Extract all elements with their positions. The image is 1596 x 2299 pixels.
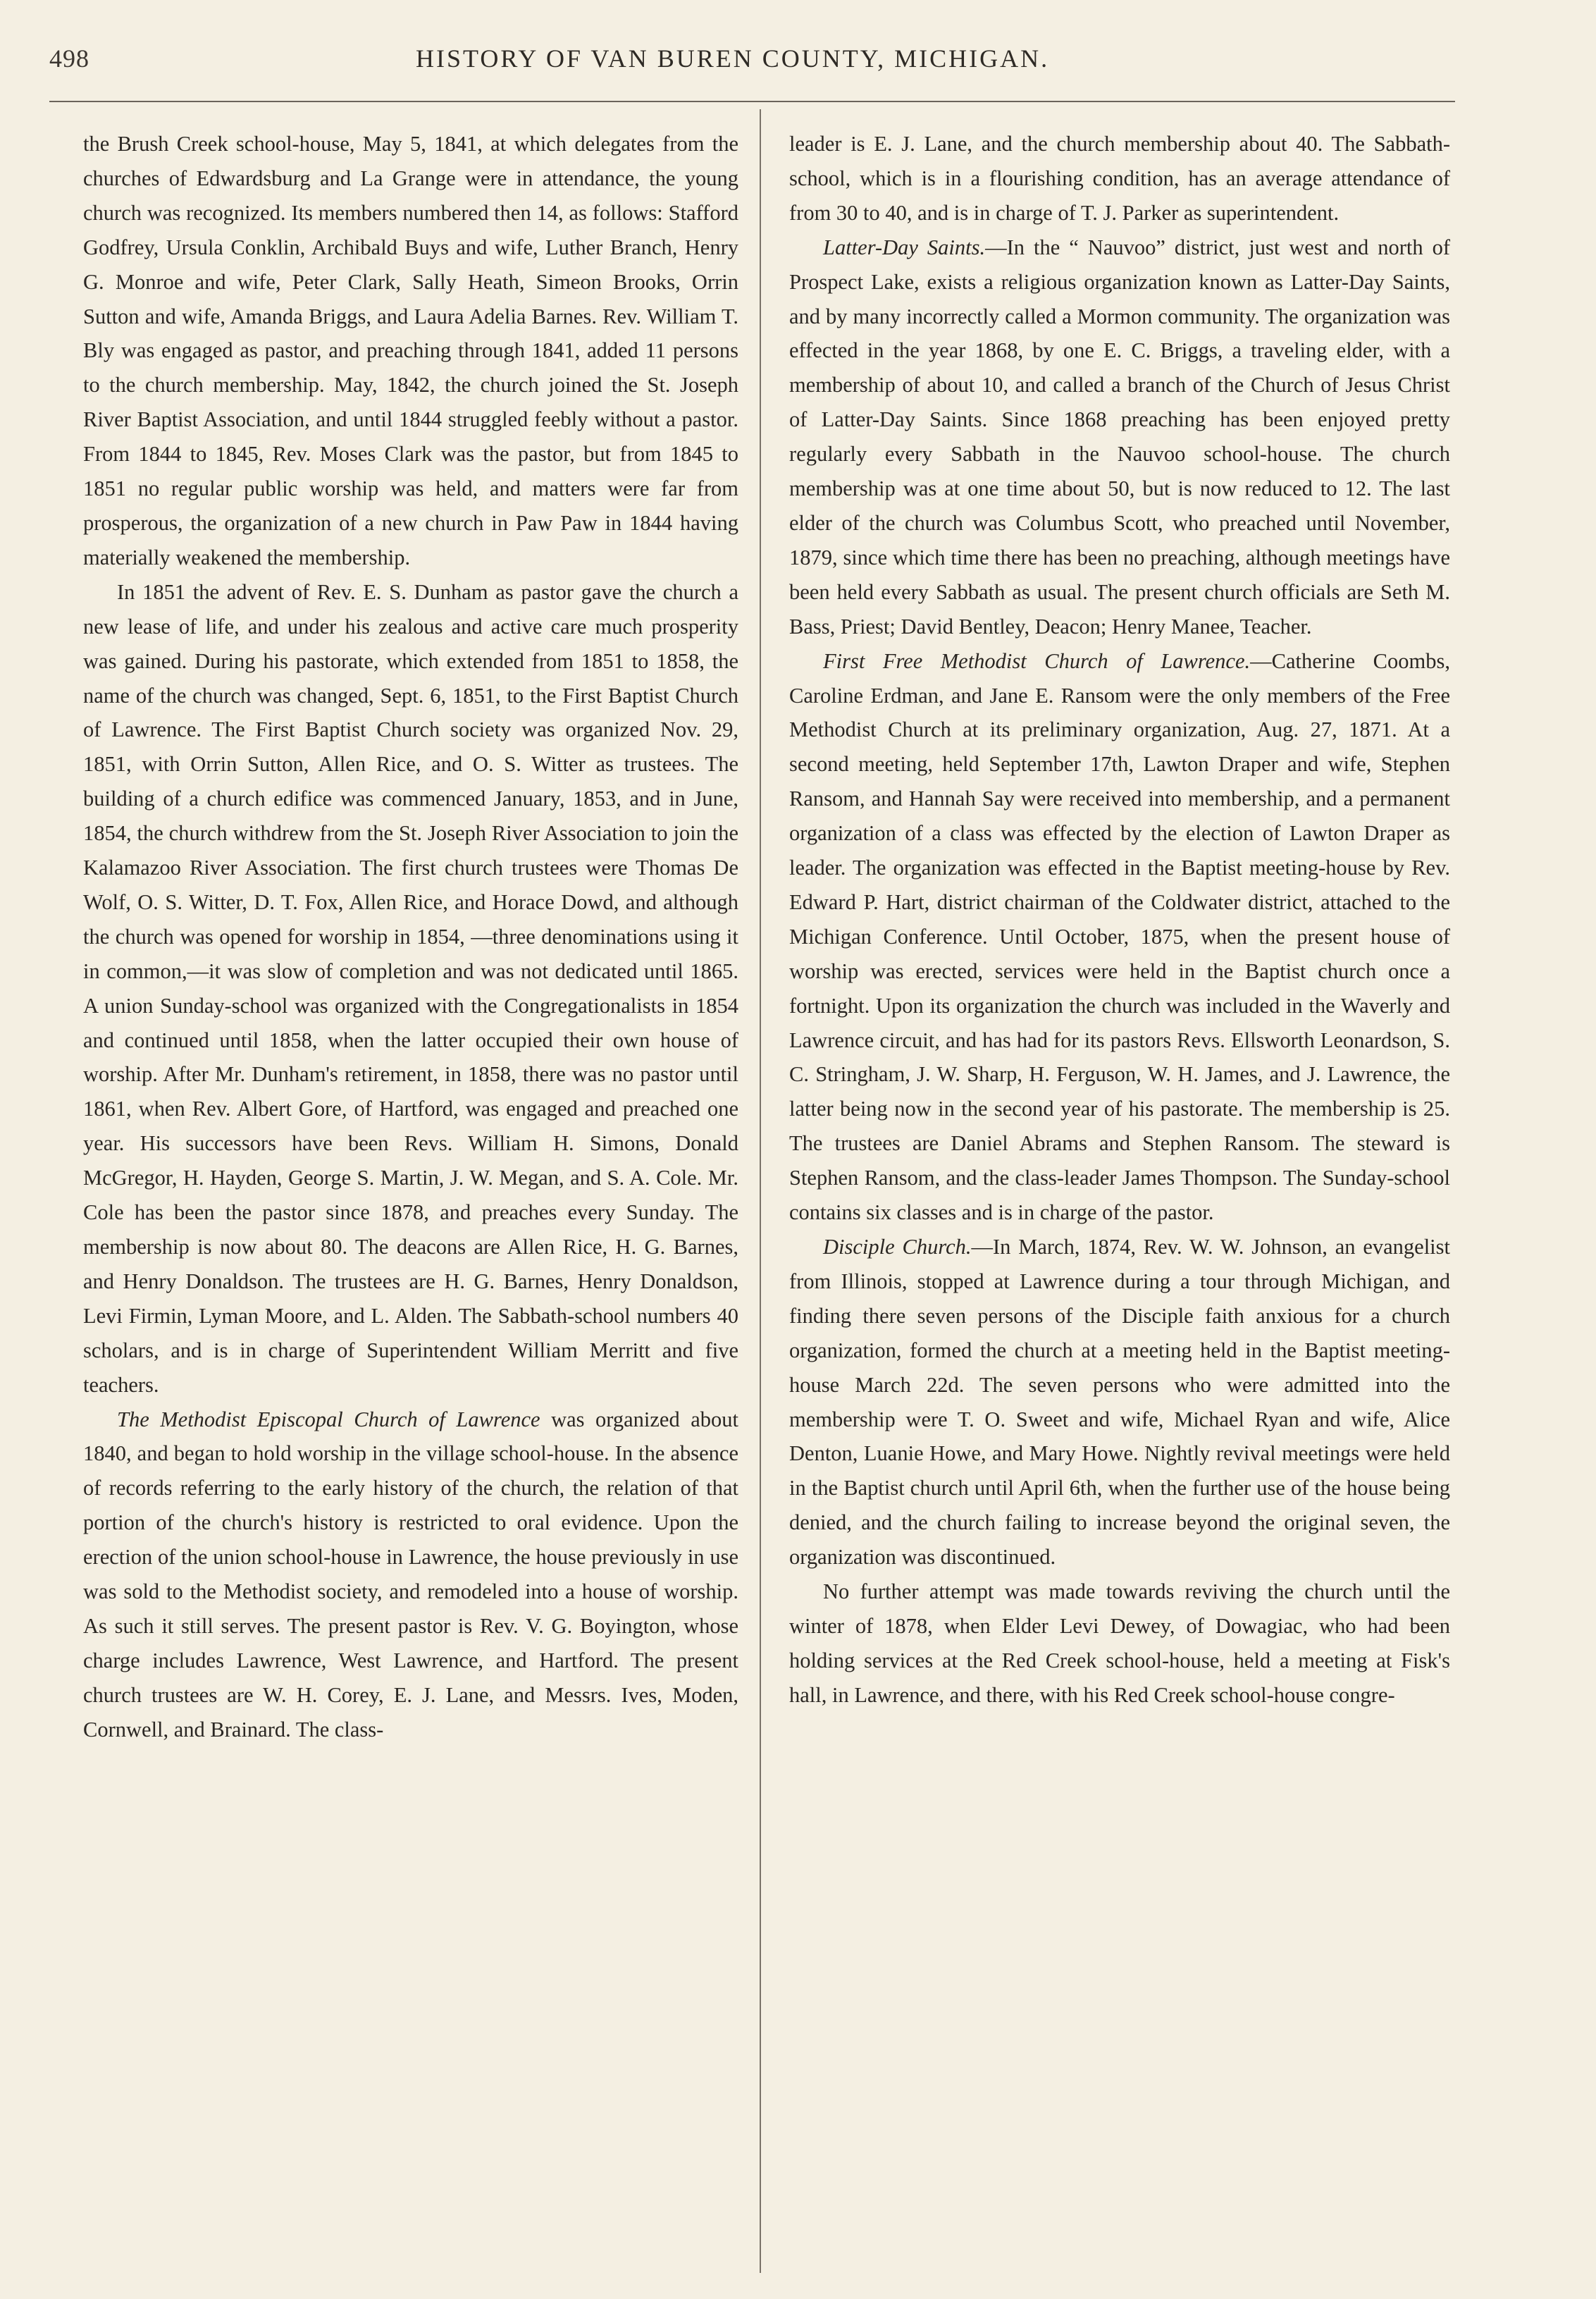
running-head xyxy=(49,44,1480,83)
paragraph-methodist-continued: leader is E. J. Lane, and the church membership about 40. The Sabbath-school, which is in a flourishing condition, has an average attendance of from 30 to 40, and is in charge of T. J. Parker as superintendent. xyxy=(789,132,1450,225)
paragraph-methodist-episcopal xyxy=(83,1403,738,1747)
paragraph-latter-day-saints xyxy=(789,230,1450,644)
right-column xyxy=(789,127,1450,1713)
paragraph-disciple-church xyxy=(789,1230,1450,1574)
header-divider xyxy=(49,101,1455,102)
page-number: 498 xyxy=(49,44,89,73)
column-divider xyxy=(760,109,761,2273)
paragraph-body: —Catherine Coombs, Caroline Erdman, and Jane E. Ransom were the only members of the Free Methodist Church at its preliminary organization, Aug. 27, 1871. At a second meeting, held September 17th, Lawton Draper and wife, Stephen Ransom, and Hannah Say were received into membership, and a permanent organization of a class was effected by the election of Lawton Draper as leader. The organization was effected in the Baptist meeting-house by Rev. Edward P. Hart, district chairman of the Coldwater district, attached to the Michigan Conference. Until October, 1875, when the present house of worship was erected, services were held in the Baptist church once a fortnight. Upon its organization the church was included in the Waverly and Lawrence circuit, and has had for its pastors Revs. Ellsworth Leonardson, S. C. Stringham, J. W. Sharp, H. Ferguson, W. H. James, and J. Lawrence, the latter being now in the second year of his pastorate. The membership is 25. The trustees are Daniel Abrams and Stephen Ransom. The steward is Stephen Ransom, and the class-leader James Thompson. The Sunday-school contains six classes and is in charge of the pastor. xyxy=(789,648,1450,1225)
section-heading-free-methodist: First Free Methodist Church of Lawrence. xyxy=(823,648,1251,673)
paragraph-body: —In the “ Nauvoo” district, just west and north of Prospect Lake, exists a religious organization known as Latter-Day Saints, and by many incorrectly called a Mormon community. The organization was effected in the year 1868, by one E. C. Briggs, a traveling elder, with a membership of about 10, and called a branch of the Church of Jesus Christ of Latter-Day Saints. Since 1868 preaching has been enjoyed pretty regularly every Sabbath in the Nauvoo school-house. The church membership was at one time about 50, but is now reduced to 12. The last elder of the church was Columbus Scott, who preached until November, 1879, since which time there has been no preaching, although meetings have been held every Sabbath as usual. The present church officials are Seth M. Bass, Priest; David Bentley, Deacon; Henry Manee, Teacher. xyxy=(789,235,1450,639)
section-heading-disciple-church: Disciple Church. xyxy=(823,1235,972,1259)
section-heading-methodist-episcopal: The Methodist Episcopal Church of Lawrence xyxy=(117,1407,540,1431)
paragraph-disciple-revival: No further attempt was made towards reviving the church until the winter of 1878, when Elder Levi Dewey, of Dowagiac, who had been holding services at the Red Creek school-house, held a meeting at Fisk's hall, in Lawrence, and there, with his Red Creek school-house congre- xyxy=(789,1579,1450,1707)
left-column xyxy=(83,127,738,1747)
paragraph-body: —In March, 1874, Rev. W. W. Johnson, an evangelist from Illinois, stopped at Lawrence during a tour through Michigan, and finding there seven persons of the Disciple faith anxious for a church organization, formed the church at a meeting held in the Baptist meeting-house March 22d. The seven persons who were admitted into the membership were T. O. Sweet and wife, Michael Ryan and wife, Alice Denton, Luanie Howe, and Mary Howe. Nightly revival meetings were held in the Baptist church until April 6th, when the further use of the house being denied, and the church failing to increase beyond the original seven, the organization was discontinued. xyxy=(789,1235,1450,1570)
section-heading-latter-day-saints: Latter-Day Saints. xyxy=(823,235,986,259)
page-title: HISTORY OF VAN BUREN COUNTY, MICHIGAN. xyxy=(416,44,1050,73)
paragraph-baptist-origins: the Brush Creek school-house, May 5, 1841, at which delegates from the churches of Edwardsburg and La Grange were in attendance, the young church was recognized. Its members numbered then 14, as follows: Stafford Godfrey, Ursula Conklin, Archibald Buys and wife, Luther Branch, Henry G. Monroe and wife, Peter Clark, Sally Heath, Simeon Brooks, Orrin Sutton and wife, Amanda Briggs, and Laura Adelia Barnes. Rev. William T. Bly was engaged as pastor, and preaching through 1841, added 11 persons to the church membership. May, 1842, the church joined the St. Joseph River Baptist Association, and until 1844 struggled feebly without a pastor. From 1844 to 1845, Rev. Moses Clark was the pastor, but from 1845 to 1851 no regular public worship was held, and matters were far from prosperous, the organization of a new church in Paw Paw in 1844 having materially weakened the membership. xyxy=(83,132,738,569)
paragraph-body: was organized about 1840, and began to hold worship in the village school-house. In the absence of records referring to the early history of the church, the relation of that portion of the church's history is restricted to oral evidence. Upon the erection of the union school-house in Lawrence, the house previously in use was sold to the Methodist society, and remodeled into a house of worship. As such it still serves. The present pastor is Rev. V. G. Boyington, whose charge includes Lawrence, West Lawrence, and Hartford. The present church trustees are W. H. Corey, E. J. Lane, and Messrs. Ives, Moden, Cornwell, and Brainard. The class- xyxy=(83,1407,739,1742)
paragraph-baptist-dunham: In 1851 the advent of Rev. E. S. Dunham as pastor gave the church a new lease of life, and under his zealous and active care much prosperity was gained. During his pastorate, which extended from 1851 to 1858, the name of the church was changed, Sept. 6, 1851, to the First Baptist Church of Lawrence. The First Baptist Church society was organized Nov. 29, 1851, with Orrin Sutton, Allen Rice, and O. S. Witter as trustees. The building of a church edifice was commenced January, 1853, and in June, 1854, the church withdrew from the St. Joseph River Association to join the Kalamazoo River Association. The first church trustees were Thomas De Wolf, O. S. Witter, D. T. Fox, Allen Rice, and Horace Dowd, and although the church was opened for worship in 1854, —three denominations using it in common,—it was slow of completion and was not dedicated until 1865. A union Sunday-school was organized with the Congregationalists in 1854 and continued until 1858, when the latter occupied their own house of worship. After Mr. Dunham's retirement, in 1858, there was no pastor until 1861, when Rev. Albert Gore, of Hartford, was engaged and preached one year. His successors have been Revs. William H. Simons, Donald McGregor, H. Hayden, George S. Martin, J. W. Megan, and S. A. Cole. Mr. Cole has been the pastor since 1878, and preaches every Sunday. The membership is now about 80. The deacons are Allen Rice, H. G. Barnes, and Henry Donaldson. The trustees are H. G. Barnes, Henry Donaldson, Levi Firmin, Lyman Moore, and L. Alden. The Sabbath-school numbers 40 scholars, and is in charge of Superintendent William Merritt and five teachers. xyxy=(83,579,738,1397)
paragraph-free-methodist xyxy=(789,644,1450,1230)
